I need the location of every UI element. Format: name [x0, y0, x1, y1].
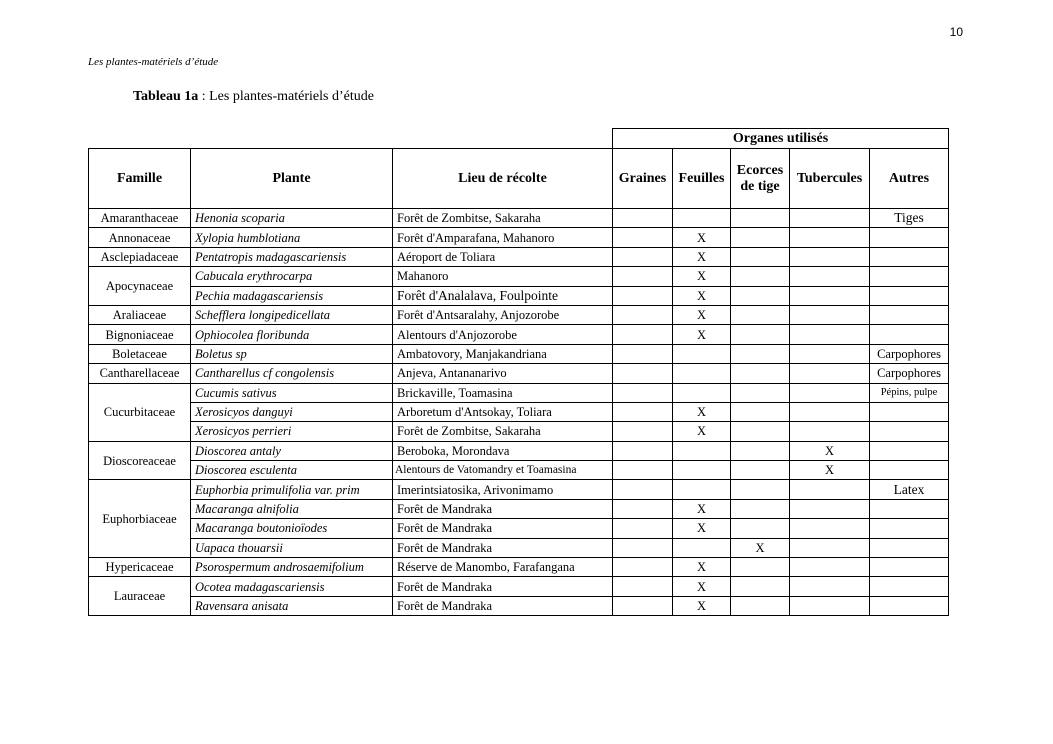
feuilles-cell: X	[673, 519, 731, 538]
feuilles-cell: X	[673, 402, 731, 421]
graines-cell	[613, 247, 673, 266]
feuilles-cell	[673, 383, 731, 402]
feuilles-cell: X	[673, 422, 731, 441]
location-cell: Forêt de Mandraka	[393, 577, 613, 596]
graines-cell	[613, 267, 673, 286]
ecorces-cell	[731, 596, 790, 615]
col-header-ecorces-line2: de tige	[740, 178, 780, 194]
family-cell: Cucurbitaceae	[89, 383, 191, 441]
tubercules-cell	[790, 383, 870, 402]
family-cell: Hypericaceae	[89, 558, 191, 577]
plant-cell: Uapaca thouarsii	[191, 538, 393, 557]
tubercules-cell	[790, 577, 870, 596]
graines-cell	[613, 441, 673, 460]
location-cell: Forêt d'Antsaralahy, Anjozorobe	[393, 305, 613, 324]
feuilles-cell: X	[673, 247, 731, 266]
tubercules-cell	[790, 247, 870, 266]
plant-cell: Schefflera longipedicellata	[191, 305, 393, 324]
plant-cell: Ocotea madagascariensis	[191, 577, 393, 596]
autres-cell	[870, 325, 949, 344]
plant-cell: Psorospermum androsaemifolium	[191, 558, 393, 577]
plant-cell: Macaranga boutonioïodes	[191, 519, 393, 538]
caption-text: : Les plantes-matériels d’étude	[198, 89, 374, 104]
plant-cell: Dioscorea esculenta	[191, 461, 393, 480]
location-cell: Anjeva, Antananarivo	[393, 364, 613, 383]
tubercules-cell	[790, 499, 870, 518]
group-header-row	[89, 129, 949, 149]
location-cell: Beroboka, Morondava	[393, 441, 613, 460]
tubercules-cell	[790, 538, 870, 557]
tubercules-cell	[790, 364, 870, 383]
table-row	[89, 499, 949, 518]
graines-cell	[613, 596, 673, 615]
feuilles-cell: X	[673, 267, 731, 286]
col-header-feuilles: Feuilles	[673, 149, 731, 209]
col-header-plante: Plante	[191, 149, 393, 209]
feuilles-cell	[673, 461, 731, 480]
feuilles-cell: X	[673, 305, 731, 324]
location-cell: Arboretum d'Antsokay, Toliara	[393, 402, 613, 421]
ecorces-cell	[731, 558, 790, 577]
graines-cell	[613, 344, 673, 363]
tubercules-cell	[790, 422, 870, 441]
plant-cell: Boletus sp	[191, 344, 393, 363]
plant-cell: Ravensara anisata	[191, 596, 393, 615]
graines-cell	[613, 364, 673, 383]
graines-cell	[613, 577, 673, 596]
col-header-autres: Autres	[870, 149, 949, 209]
autres-cell	[870, 596, 949, 615]
tubercules-cell	[790, 480, 870, 499]
family-cell: Bignoniaceae	[89, 325, 191, 344]
autres-cell	[870, 247, 949, 266]
ecorces-cell	[731, 499, 790, 518]
table-row	[89, 480, 949, 499]
family-cell: Amaranthaceae	[89, 209, 191, 228]
plant-cell: Cucumis sativus	[191, 383, 393, 402]
ecorces-cell	[731, 480, 790, 499]
plant-cell: Cantharellus cf congolensis	[191, 364, 393, 383]
col-header-tubercules: Tubercules	[790, 149, 870, 209]
ecorces-cell	[731, 577, 790, 596]
graines-cell	[613, 461, 673, 480]
plant-cell: Henonia scoparia	[191, 209, 393, 228]
location-cell: Forêt de Mandraka	[393, 499, 613, 518]
ecorces-cell	[731, 305, 790, 324]
autres-cell	[870, 422, 949, 441]
location-cell: Forêt de Mandraka	[393, 519, 613, 538]
feuilles-cell: X	[673, 577, 731, 596]
graines-cell	[613, 422, 673, 441]
location-cell: Forêt de Mandraka	[393, 538, 613, 557]
col-header-ecorces-line1: Ecorces	[736, 162, 784, 178]
feuilles-cell	[673, 538, 731, 557]
table-row	[89, 422, 949, 441]
autres-cell	[870, 286, 949, 305]
table-row	[89, 558, 949, 577]
tubercules-cell	[790, 558, 870, 577]
graines-cell	[613, 325, 673, 344]
tubercules-cell	[790, 325, 870, 344]
location-cell: Alentours de Vatomandry et Toamasina	[393, 461, 613, 480]
table-row	[89, 305, 949, 324]
table-row	[89, 461, 949, 480]
ecorces-cell	[731, 364, 790, 383]
table-row	[89, 402, 949, 421]
feuilles-cell	[673, 364, 731, 383]
tubercules-cell	[790, 402, 870, 421]
tubercules-cell	[790, 267, 870, 286]
plant-cell: Dioscorea antaly	[191, 441, 393, 460]
location-cell: Forêt de Zombitse, Sakaraha	[393, 209, 613, 228]
location-cell: Brickaville, Toamasina	[393, 383, 613, 402]
autres-cell: Carpophores	[870, 364, 949, 383]
ecorces-cell	[731, 286, 790, 305]
location-cell: Ambatovory, Manjakandriana	[393, 344, 613, 363]
ecorces-cell	[731, 461, 790, 480]
table-row	[89, 209, 949, 228]
autres-cell: Pépins, pulpe	[870, 383, 949, 402]
ecorces-cell	[731, 344, 790, 363]
graines-cell	[613, 305, 673, 324]
ecorces-cell	[731, 267, 790, 286]
autres-cell: Latex	[870, 480, 949, 499]
family-cell: Apocynaceae	[89, 267, 191, 306]
graines-cell	[613, 209, 673, 228]
table-row	[89, 441, 949, 460]
plants-table	[88, 128, 949, 616]
ecorces-cell	[731, 422, 790, 441]
plant-cell: Pentatropis madagascariensis	[191, 247, 393, 266]
location-cell: Réserve de Manombo, Farafangana	[393, 558, 613, 577]
ecorces-cell	[731, 383, 790, 402]
table-row	[89, 247, 949, 266]
autres-cell	[870, 305, 949, 324]
column-header-row	[89, 149, 949, 209]
location-cell: Forêt de Zombitse, Sakaraha	[393, 422, 613, 441]
col-header-ecorces	[731, 149, 790, 209]
location-cell: Aéroport de Toliara	[393, 247, 613, 266]
table-row	[89, 364, 949, 383]
family-cell: Araliaceae	[89, 305, 191, 324]
table-row	[89, 344, 949, 363]
plant-cell: Xylopia humblotiana	[191, 228, 393, 247]
autres-cell	[870, 558, 949, 577]
graines-cell	[613, 558, 673, 577]
feuilles-cell: X	[673, 228, 731, 247]
autres-cell	[870, 461, 949, 480]
autres-cell	[870, 441, 949, 460]
feuilles-cell: X	[673, 325, 731, 344]
location-cell: Forêt d'Amparafana, Mahanoro	[393, 228, 613, 247]
tubercules-cell	[790, 228, 870, 247]
table-row	[89, 383, 949, 402]
family-cell: Annonaceae	[89, 228, 191, 247]
col-header-famille: Famille	[89, 149, 191, 209]
ecorces-cell	[731, 441, 790, 460]
tubercules-cell: X	[790, 441, 870, 460]
caption-label: Tableau 1a	[133, 89, 199, 104]
family-cell: Euphorbiaceae	[89, 480, 191, 558]
feuilles-cell	[673, 344, 731, 363]
feuilles-cell	[673, 441, 731, 460]
autres-cell	[870, 228, 949, 247]
graines-cell	[613, 538, 673, 557]
group-header-spacer	[89, 129, 613, 149]
ecorces-cell	[731, 247, 790, 266]
autres-cell	[870, 499, 949, 518]
tubercules-cell	[790, 305, 870, 324]
plant-cell: Macaranga alnifolia	[191, 499, 393, 518]
table-row	[89, 228, 949, 247]
col-header-lieu: Lieu de récolte	[393, 149, 613, 209]
ecorces-cell	[731, 519, 790, 538]
autres-cell: Carpophores	[870, 344, 949, 363]
tubercules-cell	[790, 286, 870, 305]
table-row	[89, 325, 949, 344]
location-cell: Alentours d'Anjozorobe	[393, 325, 613, 344]
location-cell: Mahanoro	[393, 267, 613, 286]
plant-cell: Pechia madagascariensis	[191, 286, 393, 305]
ecorces-cell: X	[731, 538, 790, 557]
autres-cell	[870, 402, 949, 421]
table-row	[89, 286, 949, 305]
organes-utilises-header: Organes utilisés	[613, 129, 949, 149]
location-cell: Forêt de Mandraka	[393, 596, 613, 615]
location-cell: Forêt d'Analalava, Foulpointe	[393, 286, 613, 305]
graines-cell	[613, 499, 673, 518]
feuilles-cell: X	[673, 558, 731, 577]
feuilles-cell: X	[673, 499, 731, 518]
tubercules-cell	[790, 209, 870, 228]
table-row	[89, 577, 949, 596]
ecorces-cell	[731, 228, 790, 247]
graines-cell	[613, 228, 673, 247]
tubercules-cell	[790, 519, 870, 538]
running-header: Les plantes-matériels d’étude	[88, 56, 219, 68]
table-row	[89, 267, 949, 286]
ecorces-cell	[731, 209, 790, 228]
family-cell: Lauraceae	[89, 577, 191, 616]
table-row	[89, 519, 949, 538]
plant-cell: Ophiocolea floribunda	[191, 325, 393, 344]
feuilles-cell	[673, 480, 731, 499]
autres-cell	[870, 577, 949, 596]
table-caption	[133, 89, 374, 105]
graines-cell	[613, 402, 673, 421]
family-cell: Dioscoreaceae	[89, 441, 191, 480]
feuilles-cell: X	[673, 286, 731, 305]
graines-cell	[613, 480, 673, 499]
tubercules-cell	[790, 596, 870, 615]
autres-cell	[870, 267, 949, 286]
tubercules-cell	[790, 344, 870, 363]
plant-cell: Euphorbia primulifolia var. prim	[191, 480, 393, 499]
table-row	[89, 538, 949, 557]
plant-cell: Xerosicyos perrieri	[191, 422, 393, 441]
family-cell: Asclepiadaceae	[89, 247, 191, 266]
plant-cell: Xerosicyos danguyi	[191, 402, 393, 421]
autres-cell	[870, 519, 949, 538]
location-cell: Imerintsiatosika, Arivonimamo	[393, 480, 613, 499]
col-header-graines: Graines	[613, 149, 673, 209]
feuilles-cell	[673, 209, 731, 228]
autres-cell: Tiges	[870, 209, 949, 228]
page-number: 10	[949, 25, 963, 39]
feuilles-cell: X	[673, 596, 731, 615]
graines-cell	[613, 383, 673, 402]
table-row	[89, 596, 949, 615]
graines-cell	[613, 519, 673, 538]
tubercules-cell: X	[790, 461, 870, 480]
graines-cell	[613, 286, 673, 305]
ecorces-cell	[731, 402, 790, 421]
plant-cell: Cabucala erythrocarpa	[191, 267, 393, 286]
ecorces-cell	[731, 325, 790, 344]
family-cell: Boletaceae	[89, 344, 191, 363]
family-cell: Cantharellaceae	[89, 364, 191, 383]
autres-cell	[870, 538, 949, 557]
